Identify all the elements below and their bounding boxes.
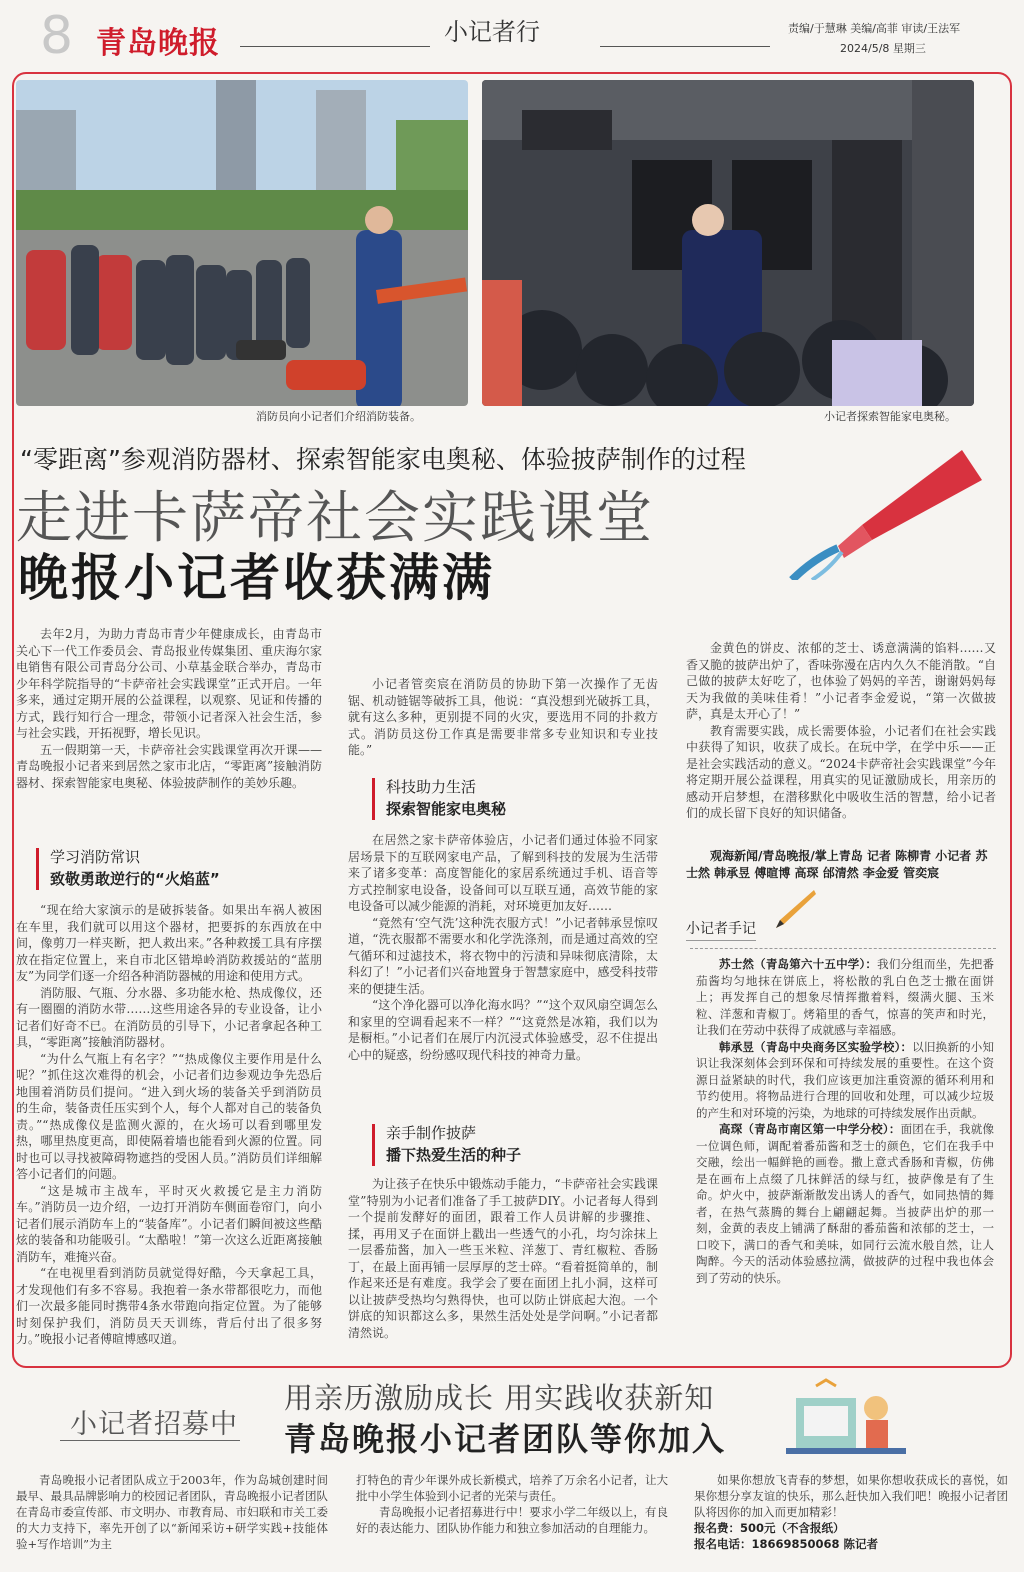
photo-firefighter bbox=[16, 80, 468, 406]
subhead-technology bbox=[372, 776, 652, 822]
subhead-line2: 致敬勇敢逆行的“火焰蓝” bbox=[50, 870, 220, 888]
paragraph: 小记者管奕宸在消防员的协助下第一次操作了无齿锯、机动链锯等破拆工具，他说：“真没想到光破拆工具，就有这么多种，更别提不同的火灾，要选用不同的扑救方式。消防员这份工作真是需要非常多专业知识和专业技能。” bbox=[348, 677, 658, 757]
note-entry bbox=[696, 956, 994, 1039]
paragraph: “竟然有‘空气洗’这种洗衣服方式！”小记者韩承昱惊叹道，“洗衣服都不需要水和化学洗涤剂，而是通过高效的空气循环和过滤技术，将衣物中的污渍和异味彻底清除，太科幻了！”小记者们兴奋地置身于智慧家庭中，感受科技带来的便捷生活。 bbox=[348, 915, 658, 996]
masthead-logo: 青岛晚报 bbox=[96, 26, 220, 61]
paragraph: 去年2月，为助力青岛市青少年健康成长，由青岛市关心下一代工作委员会、青岛报业传媒集团、重庆海尔家电销售有限公司青岛分公司、小草基金联合举办，青岛市少年科学院指导的“卡萨帝社会实践课堂”正式开启。一年多来，通过定期开展的公益课程，以观察、见证和传播的方式，践行知行合一理念，带领小记者深入社会生活，参与社会实践，开拓视野，增长见识。 bbox=[16, 627, 322, 740]
paragraph: 五一假期第一天，卡萨帝社会实践课堂再次开课——青岛晚报小记者来到居然之家市北店，“零距离”接触消防器材、探索智能家电奥秘、体验披萨制作的美妙乐趣。 bbox=[16, 742, 322, 790]
column-2-middle bbox=[348, 832, 658, 1063]
study-illustration-icon bbox=[786, 1378, 906, 1458]
photo-smart-appliance bbox=[482, 80, 974, 406]
recruit-column-2 bbox=[356, 1472, 668, 1536]
note-author: 高琛（青岛市南区第一中学分校）： bbox=[719, 1122, 901, 1136]
registration-phone: 报名电话：18669850068 陈记者 bbox=[694, 1537, 879, 1551]
recruit-underline bbox=[60, 1440, 240, 1441]
column-2-top bbox=[348, 676, 658, 759]
notes-list bbox=[696, 956, 994, 1286]
firefighter-scene-image bbox=[16, 80, 468, 406]
recruit-label: 小记者招募中 bbox=[70, 1409, 238, 1440]
column-1-body bbox=[16, 902, 322, 1348]
note-text: 我们分组而坐，先把番茄酱均匀地抹在饼底上，将松散的乳白色芝士撒在面饼上；再发挥自己的想象尽情挥撒着料，缀满火腿、玉米粒、洋葱和青椒丁。烤箱里的香气，惊喜的笑声和时光，让我们在劳动中获得了成就感与幸福感。 bbox=[696, 957, 994, 1037]
subhead-line1: 学习消防常识 bbox=[50, 848, 141, 866]
photo-caption-firefighter: 消防员向小记者们介绍消防装备。 bbox=[256, 410, 421, 423]
paragraph: 教育需要实践，成长需要体验，小记者们在社会实践中获得了知识，收获了成长。在玩中学，在学中乐——正是社会实践活动的意义。“2024卡萨帝社会实践课堂”今年将定期开展公益课程，用真实的见证激励成长，用亲历的感动开启梦想，在潜移默化中吸收生活的智慧，给小记者们的成长留下良好的知识储备。 bbox=[686, 723, 996, 820]
column-2-bottom bbox=[348, 1176, 658, 1341]
appliance-showroom-image bbox=[482, 80, 974, 406]
paragraph: 金黄色的饼皮、浓郁的芝士、诱意满满的馅料……又香又脆的披萨出炉了，香味弥漫在店内久久不能消散。“自己做的披萨太好吃了，也体验了妈妈的辛苦，谢谢妈妈每天为我做的美味佳肴！”小记者李金爱说，“第一次做披萨，真是太开心了！” bbox=[686, 641, 996, 721]
note-entry bbox=[696, 1121, 994, 1286]
subhead-line1: 亲手制作披萨 bbox=[386, 1124, 477, 1142]
subhead-line2: 探索智能家电奥秘 bbox=[386, 800, 507, 818]
subhead-line2: 播下热爱生活的种子 bbox=[386, 1146, 522, 1164]
recruit-slogan-1: 用亲历激励成长 用实践收获新知 bbox=[284, 1381, 715, 1415]
paragraph: “这个净化器可以净化海水吗？”“这个双风扇空调怎么和家里的空调看起来不一样？”“这竟然是冰箱，我们以为是橱柜。”小记者们在展厅内沉浸式体验感受，忍不住提出心中的疑惑，纷纷感叹现代科技的神奇力量。 bbox=[348, 998, 658, 1062]
recruit-column-1 bbox=[16, 1472, 328, 1552]
issue-date: 2024/5/8 星期三 bbox=[840, 42, 926, 55]
notes-section-title: 小记者手记 bbox=[686, 918, 756, 941]
article-kicker: “零距离”参观消防器材、探索智能家电奥秘、体验披萨制作的过程 bbox=[20, 445, 746, 474]
subhead-fire-safety bbox=[36, 846, 316, 892]
paragraph: “现在给大家演示的是破拆装备。如果出车祸人被困在车里，我们就可以用这个器材，把要拆的东西放在中间，像剪刀一样夹断，把人救出来。”各种救援工具有序摆放在指定位置上，来自市北区错埠岭消防救援站的“蓝朋友”为同学们逐一介绍各种消防器械的用途和使用方式。 bbox=[16, 903, 322, 983]
paragraph: 为让孩子在快乐中锻炼动手能力，“卡萨帝社会实践课堂”特别为小记者们准备了手工披萨DIY。小记者每人得到一个提前发酵好的面团，跟着工作人员讲解的步骤推、揉，再用叉子在面饼上戳出一些透气的小孔，均匀涂抹上一层番茄酱，加入一些玉米粒、洋葱丁、青红椒粒、香肠丁，在最上面再铺一层厚厚的芝士碎。“看着挺简单的，制作起来还是有难度。我学会了要在面团上扎小洞，这样可以让披萨受热均匀熟得快，也可以防止饼底起大泡。一个饼底的知识都这么多，果然生活处处是学问啊。”小记者都清然说。 bbox=[348, 1177, 658, 1340]
paragraph: 如果你想放飞青春的梦想，如果你想收获成长的喜悦，如果你想分享友谊的快乐，那么赶快加入我们吧！晚报小记者团队将因你的加入而更加精彩！ bbox=[694, 1473, 1008, 1519]
paragraph: 消防服、气瓶、分水器、多功能水枪、热成像仪，还有一圈圈的消防水带……这些用途各异的专业设备，让小记者们好奇不已。在消防员的引导下，小记者拿起各种工具，“零距离”接触消防器材。 bbox=[16, 985, 322, 1049]
paragraph: “为什么气瓶上有名字？”“热成像仪主要作用是什么呢？”抓住这次难得的机会，小记者们边参观边争先恐后地围着消防员们提问。“进入到火场的装备关乎到消防员的生命，装备责任压实到个人，每个人都对自己的装备负责。”“热成像仪是监测火源的，在火场可以看到哪里发热，哪里热度更高，即使隔着墙也能看到火源的位置。同时也可以寻找被障碍物遮挡的受困人员。”消防员们详细解答小记者们的问题。 bbox=[16, 1051, 322, 1181]
note-text: 面团在手，我就像一位调色师，调配着番茄酱和芝士的颜色，它们在我手中交融，绘出一幅鲜艳的画卷。撒上意式香肠和青椒，仿佛是在画布上点缀了几抹鲜活的绿与红，披萨像是有了生命。炉火中，披萨渐渐散发出诱人的香气，如同热情的舞者，在热气蒸腾的舞台上翩翩起舞。当披萨出炉的那一刻，金黄的表皮上铺满了酥甜的番茄酱和浓郁的芝士，一口咬下，满口的香气和美味，如同行云流水般自然，让人陶醉。今天的活动体验感拉满，做披萨的过程中我也体会到了劳动的快乐。 bbox=[696, 1122, 995, 1285]
page-number: 8 bbox=[40, 6, 74, 66]
paragraph: “在电视里看到消防员就觉得好酷，今天拿起工具，才发现他们有多不容易。我抱着一条水带都很吃力，而他们一次最多能同时携带4条水带跑向指定位置。为了能够时刻保护我们，消防员天天训练，背后付出了很多努力。”晚报小记者傅暄博感叹道。 bbox=[16, 1266, 322, 1346]
paragraph: “这是城市主战车，平时灭火救援它是主力消防车。”消防员一边介绍，一边打开消防车侧面卷帘门，向小记者们展示消防车上的“装备库”。小记者们瞬间被这些酷炫的装备和功能吸引。“太酷啦！”第一次这么近距离接触消防车，难掩兴奋。 bbox=[16, 1183, 322, 1264]
photo-caption-appliance: 小记者探索智能家电奥秘。 bbox=[824, 410, 956, 423]
section-title: 小记者行 bbox=[444, 18, 540, 46]
paragraph: 青岛晚报小记者团队成立于2003年，作为岛城创建时间最早、最具品牌影响力的校园记者团队，青岛晚报小记者团队在青岛市委宣传部、市文明办、市教育局、市妇联和市关工委的大力支持下，率先开创了以“新闻采访+研学实践+技能体验+写作培训”为主 bbox=[16, 1473, 328, 1551]
header-rule-left bbox=[240, 46, 430, 47]
paragraph: 青岛晚报小记者招募进行中！要求小学二年级以上，有良好的表达能力、团队协作能力和独立参加活动的自理能力。 bbox=[356, 1505, 668, 1535]
column-3 bbox=[686, 640, 996, 822]
notes-box bbox=[690, 948, 996, 949]
header-rule-right bbox=[600, 46, 770, 47]
paragraph: 打特色的青少年课外成长新模式，培养了万余名小记者，让大批中小学生体验到小记者的光荣与责任。 bbox=[356, 1473, 668, 1503]
column-1 bbox=[16, 626, 322, 791]
subhead-pizza bbox=[372, 1122, 652, 1168]
note-author: 苏士然（青岛第六十五中学）： bbox=[719, 957, 878, 971]
recruit-column-3 bbox=[694, 1472, 1008, 1552]
note-text: 以旧换新的小知识让我深刻体会到环保和可持续发展的重要性。在这个资源日益紧缺的时代，我们应该更加注重资源的循环利用和节约使用。将物品进行合理的回收和处理，可以减少垃圾的产生和对环境的污染，为地球的可持续发展作出贡献。 bbox=[696, 1039, 995, 1120]
subhead-line1: 科技助力生活 bbox=[386, 778, 477, 796]
headline-primary: 走进卡萨帝社会实践课堂 bbox=[16, 486, 654, 551]
recruit-slogan-2: 青岛晚报小记者团队等你加入 bbox=[284, 1420, 727, 1458]
paragraph: 在居然之家卡萨帝体验店，小记者们通过体验不同家居场景下的互联网家电产品，了解到科技的发展为生活带来了诸多变革：高度智能化的家居系统通过手机、语音等方式控制家电设备，设备间可以互联互通，高效节能的家电设备可以减少能源的消耗，对环境更加友好…… bbox=[348, 833, 658, 913]
pen-nib-icon bbox=[770, 888, 818, 932]
article-byline: 观海新闻/青岛晚报/掌上青岛 记者 陈柳青 小记者 苏士然 韩承昱 傅暄博 高琛 邰清然 李金爱 管奕宸 bbox=[686, 849, 988, 880]
registration-fee: 报名费：500元（不含报纸） bbox=[694, 1521, 845, 1535]
headline-secondary: 晚报小记者收获满满 bbox=[18, 549, 495, 607]
note-entry bbox=[696, 1039, 994, 1122]
editors-credit: 责编/于慧琳 美编/高菲 审读/王法军 bbox=[788, 22, 961, 35]
note-author: 韩承昱（青岛中央商务区实验学校）： bbox=[719, 1039, 913, 1054]
fire-hose-nozzle-icon bbox=[782, 440, 992, 580]
